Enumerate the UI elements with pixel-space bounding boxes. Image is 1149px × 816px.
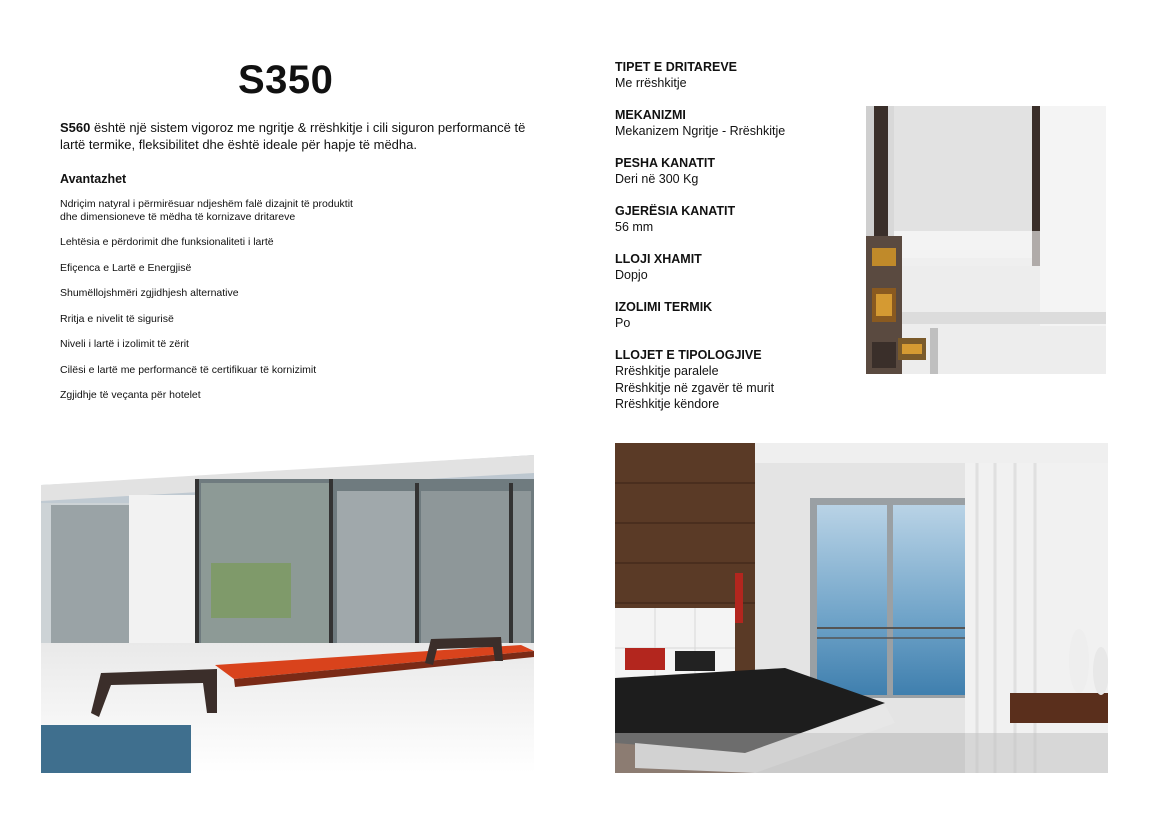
- profile-section-image: [866, 106, 1106, 374]
- advantage-line: Cilësi e lartë me performancë të certifikuar të kornizimit: [60, 363, 317, 376]
- spec-value: 56 mm: [615, 220, 654, 234]
- advantage-line: Shumëllojshmëri zgjidhjesh alternative: [60, 287, 239, 299]
- advantage-line: Niveli i lartë i izolimit të zërit: [60, 338, 189, 350]
- spec-label: MEKANIZMI: [615, 108, 686, 122]
- page-title: S350: [238, 58, 334, 102]
- spec-item: [615, 348, 875, 413]
- advantage-item: [60, 338, 530, 351]
- intro-text: është një sistem vigoroz me ngritje & rrëshkitje i cili siguron performancë të lartë termike, fleksibilitet dhe është ideale për hapje të mëdha.: [60, 120, 526, 152]
- advantage-item: [60, 389, 530, 402]
- specs-list: [615, 60, 875, 429]
- spec-item: [615, 156, 875, 188]
- advantage-item: [60, 236, 530, 249]
- intro-paragraph: [60, 119, 530, 153]
- advantages-heading: Avantazhet: [60, 172, 127, 186]
- spec-value: Rrëshkitje paralele: [615, 364, 719, 378]
- spec-value: Mekanizem Ngritje - Rrëshkitje: [615, 124, 786, 138]
- advantage-line: Zgjidhje të veçanta për hotelet: [60, 389, 201, 401]
- advantage-item: [60, 287, 530, 300]
- spec-value: Dopjo: [615, 268, 648, 282]
- spec-item: [615, 204, 875, 236]
- spec-item: [615, 108, 875, 140]
- advantage-line: Ndriçim natyral i përmirësuar ndjeshëm falë dizajnit të produktit: [60, 198, 353, 210]
- spec-item: [615, 60, 875, 92]
- spec-label: TIPET E DRITAREVE: [615, 60, 738, 74]
- spec-label: IZOLIMI TERMIK: [615, 300, 713, 314]
- spec-value: Po: [615, 316, 631, 330]
- advantages-list: [60, 198, 530, 415]
- spec-value: Deri në 300 Kg: [615, 172, 699, 186]
- spec-value: Rrëshkitje në zgavër të murit: [615, 380, 775, 395]
- advantage-item: [60, 262, 530, 275]
- advantage-line: dhe dimensioneve të mëdha të kornizave dritareve: [60, 210, 296, 223]
- spec-value: Me rrëshkitje: [615, 76, 687, 90]
- advantage-item: [60, 364, 530, 377]
- spec-item: [615, 252, 875, 284]
- spec-label: LLOJI XHAMIT: [615, 252, 702, 266]
- advantage-item: [60, 198, 530, 223]
- spec-value: Rrëshkitje këndore: [615, 397, 720, 411]
- bedroom-photo: [615, 443, 1108, 773]
- advantage-line: Lehtësia e përdorimit dhe funksionaliteti i lartë: [60, 236, 274, 248]
- advantage-line: Efiçenca e Lartë e Energjisë: [60, 261, 192, 274]
- product-name: S560: [60, 120, 91, 135]
- advantage-item: [60, 313, 530, 326]
- advantage-line: Rritja e nivelit të sigurisë: [60, 312, 174, 325]
- spec-label: GJERËSIA KANATIT: [615, 204, 736, 218]
- spec-label: PESHA KANATIT: [615, 156, 715, 170]
- terrace-photo: [41, 443, 534, 773]
- spec-item: [615, 300, 875, 332]
- spec-label: LLOJET E TIPOLOGJIVE: [615, 348, 762, 362]
